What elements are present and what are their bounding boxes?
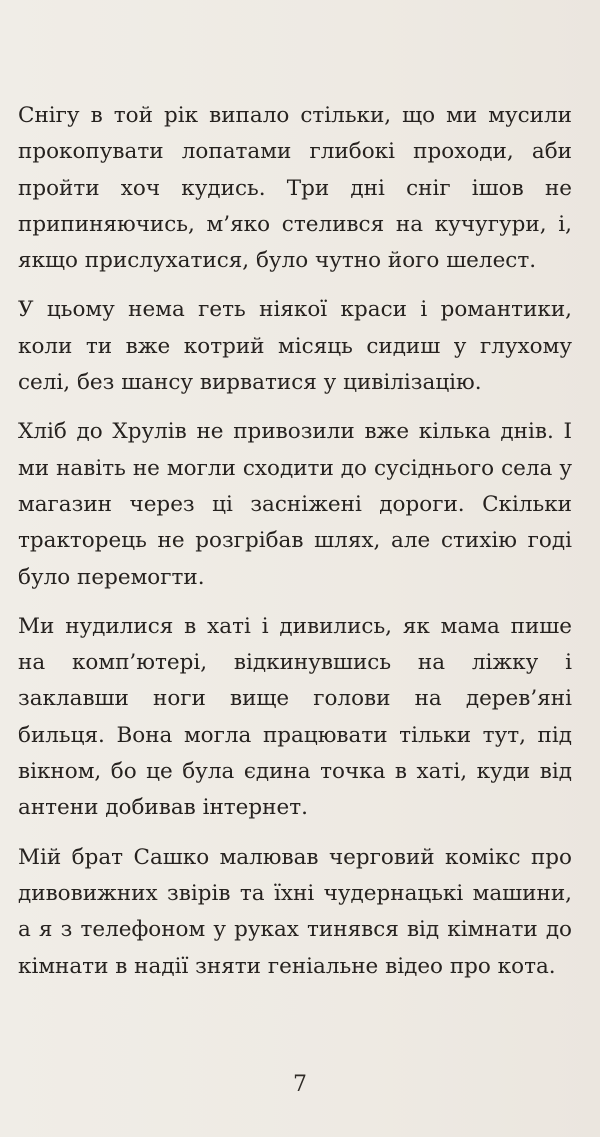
paragraph-4: Ми нудилися в хаті і дивились, як мама пише на комп’ютері, відкинувшись на ліжку і заклавши ноги вище голови на дерев’яні бильця. Вона могла працювати тільки тут, під вікном, бо це була єдина точка в хаті, куди від антени добивав інтернет. — [18, 613, 572, 821]
paragraph-2: У цьому нема геть ніякої краси і романтики, коли ти вже котрий місяць сидиш у глухому селі, без шансу вирватися у цивілізацію. — [18, 297, 572, 396]
paragraph-1: Снігу в той рік випало стільки, що ми мусили прокопувати лопатами глибокі проходи, аби пройти хоч кудись. Три дні сніг ішов не припиняючись, м’яко стелився на кучугури, і, якщо прислухатися, було чутно його шелест. — [18, 103, 572, 274]
paragraph-3: Хліб до Хрулів не привозили вже кілька днів. І ми навіть не могли сходити до сусіднього села у магазин через ці засніжені дороги. Скільки тракторець не розгрібав шлях, але стихію годі було перемогти. — [18, 419, 572, 590]
page-text — [18, 98, 572, 998]
page-number: 7 — [293, 1072, 307, 1097]
paragraph-5: Мій брат Сашко малював черговий комікс про дивовижних звірів та їхні чудернацькі машини, а я з телефоном у руках тинявся від кімнати до кімнати в надії зняти геніальне відео про кота. — [18, 844, 572, 979]
